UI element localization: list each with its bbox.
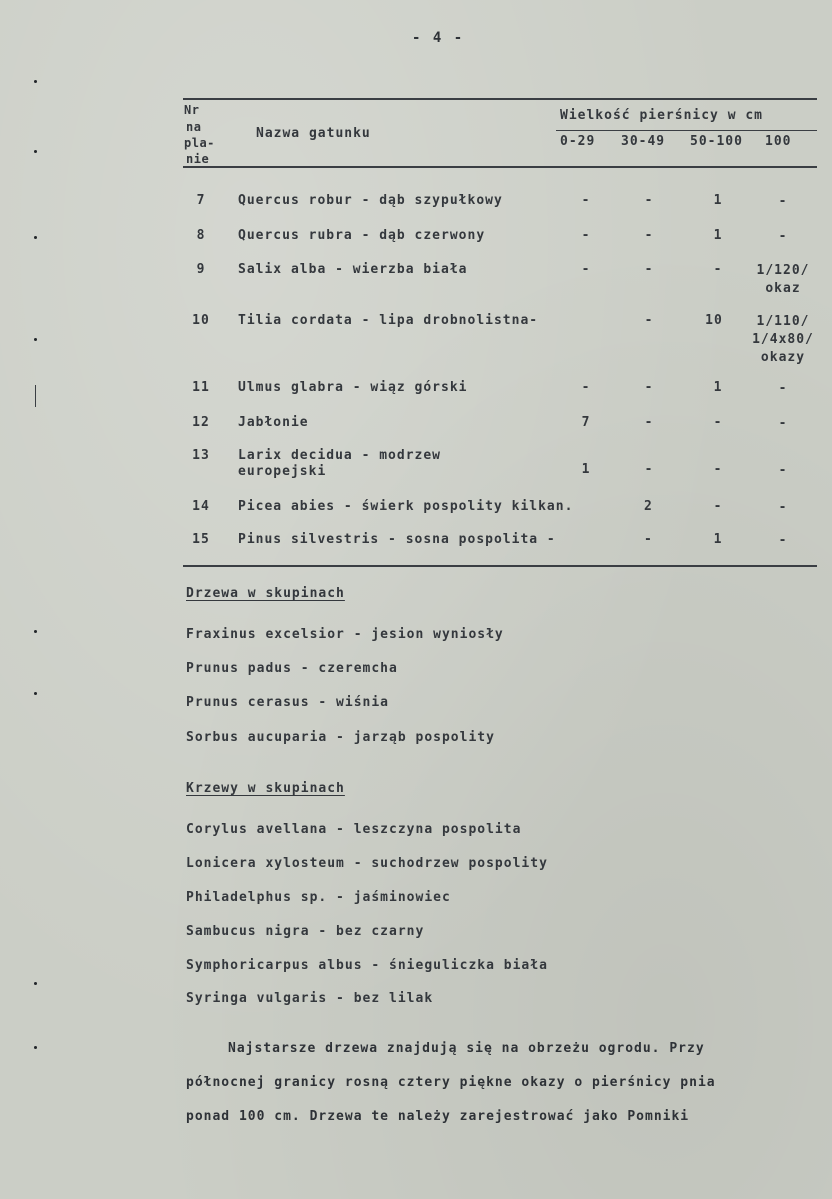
size-30-49: - [644,262,654,277]
species-name: Quercus robur - dąb szypułkowy [238,193,503,208]
size-50-100: 1 [713,193,723,208]
header-nr: Nr [184,103,200,117]
size-30-49: - [644,415,654,430]
list-item: Syringa vulgaris - bez lilak [186,991,434,1006]
size-100: - [778,229,788,244]
size-0-29: - [581,228,591,243]
size-0-29: - [581,193,591,208]
species-name-line: europejski [238,464,327,479]
list-item: Fraxinus excelsior - jesion wyniosły [186,627,504,642]
list-item: Prunus cerasus - wiśnia [186,695,390,710]
row-number: 8 [196,228,206,243]
size-50-100: - [713,499,723,514]
margin-dot [34,692,37,695]
species-name: Pinus silvestris - sosna pospolita - [238,532,556,547]
row-number: 10 [192,313,210,328]
size-50-100: 1 [713,228,723,243]
header-size-col: 30-49 [621,134,666,149]
size-0-29: - [581,262,591,277]
size-100-line: 1/4x80/ [752,332,814,347]
size-50-100: - [713,415,723,430]
size-30-49: - [644,462,654,477]
size-100: - [778,381,788,396]
size-100-line: okaz [765,281,801,296]
size-100-line: 1/110/ [756,314,810,329]
species-name: Ulmus glabra - wiąz górski [238,380,468,395]
size-0-29: 2 [644,499,653,514]
species-name: Tilia cordata - lipa drobnolistna- [238,313,539,328]
row-number: 13 [192,448,210,463]
section-heading-shrubs: Krzewy w skupinach [186,781,345,796]
list-item: Lonicera xylosteum - suchodrzew pospolity [186,856,548,871]
page-number: - 4 - [412,30,465,46]
species-name: Salix alba - wierzba biała [238,262,468,277]
header-size-title: Wielkość pierśnicy w cm [560,108,764,123]
size-0-29: - [644,532,653,547]
size-50-100: 1 [713,532,723,547]
species-name: Quercus rubra - dąb czerwony [238,228,486,243]
header-size-col: 50-100 [690,134,743,149]
header-nr: pla- [184,136,215,150]
paragraph-line: Najstarsze drzewa znajdują się na obrzeżu ogrodu. Przy [228,1041,705,1056]
table-bottom-rule [183,565,817,567]
header-nr: na [186,120,202,134]
size-0-29: 7 [581,415,591,430]
row-number: 7 [196,193,206,208]
size-100: - [778,194,788,209]
header-size-col: 100 [765,134,792,149]
row-number: 14 [192,499,210,514]
paragraph-line: ponad 100 cm. Drzewa te należy zarejestrować jako Pomniki [186,1109,690,1124]
size-100: - [778,416,788,431]
size-50-100: - [713,262,723,277]
margin-dot [34,150,37,153]
list-item: Sambucus nigra - bez czarny [186,924,425,939]
header-species-name: Nazwa gatunku [256,126,371,141]
row-number: 9 [196,262,206,277]
body-paragraph [186,1032,716,1134]
list-item: Prunus padus - czeremcha [186,661,398,676]
size-100 [748,262,818,298]
size-50-100: 1 [713,380,723,395]
list-item: Corylus avellana - leszczyna pospolita [186,822,522,837]
margin-mark [35,385,36,407]
size-100-line: okazy [760,350,806,365]
header-size-col: 0-29 [560,134,596,149]
size-0-29: 1 [581,462,591,477]
species-name: Picea abies - świerk pospolity kilkan. [238,499,574,514]
size-30-49: - [644,228,654,243]
paragraph-line: północnej granicy rosną cztery piękne okazy o pierśnicy pnia [186,1075,716,1090]
size-30-49: - [644,193,654,208]
size-0-29: - [581,380,591,395]
size-100: - [778,500,788,515]
row-number: 15 [192,532,210,547]
header-nr: nie [186,152,210,166]
size-header-rule [556,130,817,131]
table-top-rule [183,98,817,100]
margin-dot [34,338,37,341]
species-name [238,448,441,480]
size-100 [748,313,818,367]
row-number: 12 [192,415,210,430]
margin-dot [34,236,37,239]
header-bottom-rule [183,166,817,168]
size-30-49: - [644,380,654,395]
size-100-line: 1/120/ [756,263,810,278]
margin-dot [34,80,37,83]
list-item: Symphoricarpus albus - śnieguliczka biała [186,958,548,973]
species-name: Jabłonie [238,415,309,430]
size-30-49: - [644,313,654,328]
margin-dot [34,1046,37,1049]
row-number: 11 [192,380,210,395]
margin-dot [34,982,37,985]
list-item: Philadelphus sp. - jaśminowiec [186,890,451,905]
size-100: - [778,463,788,478]
species-name-line: Larix decidua - modrzew [238,448,442,463]
section-heading-trees: Drzewa w skupinach [186,586,345,601]
size-100: - [778,533,788,548]
list-item: Sorbus aucuparia - jarząb pospolity [186,730,495,745]
size-50-100: - [713,462,723,477]
margin-dot [34,630,37,633]
size-50-100: 10 [705,313,723,328]
